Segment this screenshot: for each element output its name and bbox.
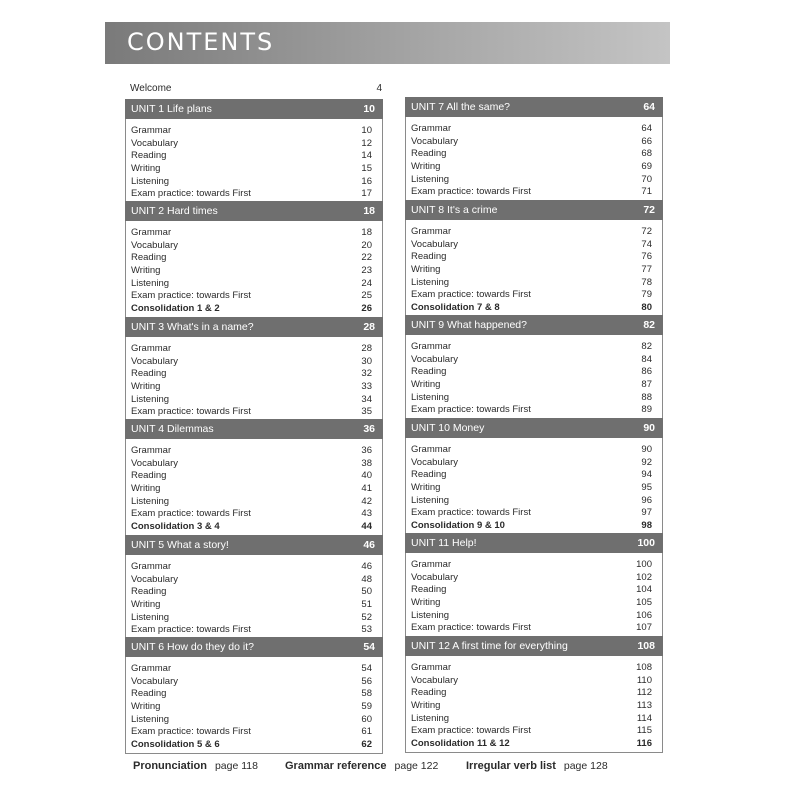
section-label: Reading <box>411 687 447 699</box>
unit-title: UNIT 11 Help! <box>411 537 477 549</box>
section-label: Grammar <box>411 123 452 134</box>
section-row[interactable] <box>411 597 652 610</box>
section-page: 107 <box>636 622 652 634</box>
unit-header[interactable] <box>405 97 663 117</box>
section-label: Reading <box>131 368 167 380</box>
section-page: 96 <box>641 494 652 506</box>
section-page: 78 <box>641 276 652 288</box>
section-page: 89 <box>641 404 652 416</box>
section-row[interactable] <box>131 663 372 676</box>
section-label: Listening <box>131 277 170 289</box>
section-row[interactable] <box>131 508 372 521</box>
section-label: Writing <box>131 265 161 277</box>
section-label: Vocabulary <box>131 573 179 585</box>
footer-label: Irregular verb list <box>466 760 556 772</box>
section-page: 17 <box>361 188 372 200</box>
unit-block <box>125 99 383 203</box>
section-page: 71 <box>641 186 652 198</box>
section-label: Writing <box>131 381 161 393</box>
section-page: 15 <box>361 163 372 175</box>
section-page: 14 <box>361 150 372 162</box>
section-row[interactable] <box>411 482 652 495</box>
section-page: 59 <box>361 701 372 713</box>
unit-title: UNIT 6 How do they do it? <box>131 641 254 653</box>
footer-page: page 128 <box>563 760 608 772</box>
section-label: Vocabulary <box>411 135 459 147</box>
section-label: Vocabulary <box>411 674 459 686</box>
section-label: Exam practice: towards First <box>131 508 251 520</box>
section-row[interactable] <box>411 136 652 149</box>
section-page: 24 <box>361 277 372 289</box>
section-label: Grammar <box>131 445 172 456</box>
section-label: Writing <box>411 379 441 391</box>
section-page: 112 <box>636 687 652 699</box>
reference-footer <box>133 760 653 776</box>
section-row[interactable] <box>411 264 652 277</box>
footer-page: page 118 <box>214 760 258 772</box>
unit-page: 90 <box>643 422 655 434</box>
unit-page: 82 <box>643 319 655 331</box>
section-label: Grammar <box>411 341 452 352</box>
section-label: Listening <box>131 495 170 507</box>
section-label: Listening <box>411 276 450 288</box>
section-page: 68 <box>641 148 652 160</box>
section-label: Vocabulary <box>131 239 179 251</box>
section-label: Grammar <box>131 125 172 136</box>
section-row[interactable] <box>131 624 372 637</box>
section-row[interactable] <box>131 394 372 407</box>
section-label: Reading <box>131 470 167 482</box>
unit-title: UNIT 9 What happened? <box>411 319 527 331</box>
section-page: 64 <box>641 123 652 134</box>
section-page: 60 <box>361 713 372 725</box>
section-page: 42 <box>361 495 372 507</box>
section-page: 114 <box>636 712 652 724</box>
section-label: Grammar <box>411 662 452 673</box>
section-label: Reading <box>411 469 447 481</box>
section-label: Exam practice: towards First <box>411 725 531 737</box>
section-row[interactable] <box>131 176 372 189</box>
unit-header[interactable] <box>125 99 383 119</box>
unit-page: 108 <box>637 640 655 652</box>
section-row[interactable] <box>411 366 652 379</box>
section-label: Exam practice: towards First <box>411 289 531 301</box>
section-label: Writing <box>411 264 441 276</box>
section-label: Reading <box>411 584 447 596</box>
unit-title: UNIT 7 All the same? <box>411 101 511 113</box>
section-label: Exam practice: towards First <box>131 290 251 302</box>
section-row[interactable] <box>411 469 652 482</box>
footer-label: Grammar reference <box>285 760 387 772</box>
section-row[interactable] <box>131 701 372 714</box>
section-row[interactable] <box>131 445 372 458</box>
section-page: 92 <box>641 456 652 468</box>
unit-header[interactable] <box>125 419 383 439</box>
title-banner <box>105 22 670 64</box>
section-row[interactable] <box>411 161 652 174</box>
unit-page: 46 <box>363 539 375 551</box>
section-row[interactable] <box>411 559 652 572</box>
section-page: 10 <box>361 125 372 136</box>
section-page: 88 <box>641 391 652 403</box>
section-page: 50 <box>361 586 372 598</box>
section-page: 25 <box>361 290 372 302</box>
section-row[interactable] <box>411 354 652 367</box>
section-label: Reading <box>411 251 447 263</box>
section-row[interactable] <box>411 584 652 597</box>
section-row[interactable] <box>411 700 652 713</box>
unit-title: UNIT 10 Money <box>411 422 485 434</box>
section-page: 97 <box>641 507 652 519</box>
unit-header[interactable] <box>125 201 383 221</box>
consolidation-row[interactable] <box>131 739 372 752</box>
section-label: Listening <box>411 494 450 506</box>
section-row[interactable] <box>411 404 652 417</box>
section-row[interactable] <box>411 123 652 136</box>
section-page: 53 <box>361 624 372 636</box>
consolidation-row[interactable] <box>411 302 652 315</box>
section-row[interactable] <box>411 277 652 290</box>
section-page: 18 <box>361 227 372 238</box>
section-page: 116 <box>636 738 652 750</box>
section-page: 36 <box>361 445 372 456</box>
section-row[interactable] <box>131 406 372 419</box>
section-label: Reading <box>131 150 167 162</box>
unit-header[interactable] <box>125 535 383 555</box>
section-row[interactable] <box>131 188 372 201</box>
unit-page: 36 <box>363 423 375 435</box>
section-label: Reading <box>131 252 167 264</box>
section-page: 105 <box>636 597 652 609</box>
section-page: 76 <box>641 251 652 263</box>
unit-header[interactable] <box>125 317 383 337</box>
section-label: Consolidation 7 & 8 <box>411 302 500 314</box>
section-page: 12 <box>361 137 372 149</box>
section-label: Grammar <box>131 343 172 354</box>
welcome-page: 4 <box>376 83 382 94</box>
unit-block <box>405 533 663 637</box>
section-row[interactable] <box>131 483 372 496</box>
section-row[interactable] <box>411 622 652 635</box>
section-row[interactable] <box>131 150 372 163</box>
section-label: Grammar <box>411 559 452 570</box>
section-page: 100 <box>636 559 652 570</box>
unit-title: UNIT 2 Hard times <box>131 205 218 217</box>
section-page: 16 <box>361 175 372 187</box>
section-label: Grammar <box>131 561 172 572</box>
section-label: Writing <box>131 599 161 611</box>
section-page: 102 <box>636 571 652 583</box>
footer-page: page 122 <box>394 760 439 772</box>
section-label: Listening <box>411 391 450 403</box>
section-row[interactable] <box>411 610 652 623</box>
section-row[interactable] <box>131 676 372 689</box>
section-page: 30 <box>361 355 372 367</box>
section-page: 84 <box>641 353 652 365</box>
section-label: Listening <box>411 609 450 621</box>
section-page: 43 <box>361 508 372 520</box>
section-page: 61 <box>361 726 372 738</box>
section-page: 23 <box>361 265 372 277</box>
section-row[interactable] <box>411 148 652 161</box>
section-page: 62 <box>361 739 372 751</box>
section-row[interactable] <box>131 612 372 625</box>
section-row[interactable] <box>131 163 372 176</box>
section-row[interactable] <box>411 444 652 457</box>
section-label: Consolidation 3 & 4 <box>131 521 220 533</box>
section-label: Vocabulary <box>131 457 179 469</box>
section-label: Listening <box>131 611 170 623</box>
section-label: Vocabulary <box>411 238 459 250</box>
section-label: Grammar <box>131 227 172 238</box>
section-row[interactable] <box>131 458 372 471</box>
section-page: 72 <box>641 226 652 237</box>
unit-block <box>125 419 383 536</box>
section-row[interactable] <box>131 381 372 394</box>
section-label: Exam practice: towards First <box>411 622 531 634</box>
section-page: 79 <box>641 289 652 301</box>
unit-block <box>125 201 383 318</box>
section-row[interactable] <box>411 186 652 199</box>
unit-title: UNIT 3 What's in a name? <box>131 321 254 333</box>
section-page: 44 <box>361 521 372 533</box>
section-page: 80 <box>641 302 652 314</box>
section-row[interactable] <box>131 496 372 509</box>
section-label: Reading <box>131 688 167 700</box>
section-label: Writing <box>131 483 161 495</box>
section-row[interactable] <box>131 265 372 278</box>
unit-title: UNIT 1 Life plans <box>131 103 212 115</box>
unit-block <box>405 315 663 419</box>
unit-header[interactable] <box>405 200 663 220</box>
consolidation-row[interactable] <box>131 303 372 316</box>
section-label: Consolidation 11 & 12 <box>411 738 510 750</box>
section-label: Listening <box>131 713 170 725</box>
section-page: 106 <box>636 609 652 621</box>
section-label: Vocabulary <box>131 355 179 367</box>
section-page: 98 <box>641 520 652 532</box>
consolidation-row[interactable] <box>131 521 372 534</box>
section-label: Reading <box>411 366 447 378</box>
page-title: CONTENTS <box>127 28 275 56</box>
section-label: Listening <box>131 175 170 187</box>
section-page: 94 <box>641 469 652 481</box>
section-label: Exam practice: towards First <box>131 726 251 738</box>
section-page: 113 <box>636 700 652 712</box>
section-label: Reading <box>411 148 447 160</box>
section-label: Exam practice: towards First <box>131 624 251 636</box>
section-page: 74 <box>641 238 652 250</box>
unit-page: 64 <box>643 101 655 113</box>
section-label: Exam practice: towards First <box>131 406 251 418</box>
section-page: 20 <box>361 239 372 251</box>
section-label: Exam practice: towards First <box>411 507 531 519</box>
section-label: Reading <box>131 586 167 598</box>
section-page: 22 <box>361 252 372 264</box>
section-page: 38 <box>361 457 372 469</box>
section-page: 82 <box>641 341 652 352</box>
unit-page: 10 <box>363 103 375 115</box>
section-label: Listening <box>411 173 450 185</box>
section-row[interactable] <box>131 125 372 138</box>
section-label: Grammar <box>411 444 452 455</box>
section-label: Writing <box>131 163 161 175</box>
section-page: 110 <box>636 674 652 686</box>
consolidation-row[interactable] <box>411 520 652 533</box>
section-page: 34 <box>361 393 372 405</box>
section-label: Vocabulary <box>411 456 459 468</box>
section-row[interactable] <box>411 457 652 470</box>
section-label: Exam practice: towards First <box>131 188 251 200</box>
section-row[interactable] <box>411 495 652 508</box>
section-row[interactable] <box>411 251 652 264</box>
unit-title: UNIT 12 A first time for everything <box>411 640 568 652</box>
section-row[interactable] <box>131 290 372 303</box>
section-page: 108 <box>636 662 652 673</box>
section-row[interactable] <box>131 343 372 356</box>
contents-page <box>105 22 670 782</box>
section-label: Vocabulary <box>411 353 459 365</box>
section-label: Consolidation 9 & 10 <box>411 520 505 532</box>
section-page: 58 <box>361 688 372 700</box>
section-page: 35 <box>361 406 372 418</box>
unit-title: UNIT 8 It's a crime <box>411 204 498 216</box>
section-page: 66 <box>641 135 652 147</box>
section-page: 104 <box>636 584 652 596</box>
section-row[interactable] <box>411 379 652 392</box>
unit-page: 72 <box>643 204 655 216</box>
section-label: Consolidation 5 & 6 <box>131 739 220 751</box>
section-page: 33 <box>361 381 372 393</box>
section-label: Writing <box>411 597 441 609</box>
unit-page: 28 <box>363 321 375 333</box>
welcome-entry[interactable] <box>130 83 382 97</box>
section-page: 70 <box>641 173 652 185</box>
section-page: 32 <box>361 368 372 380</box>
section-row[interactable] <box>131 278 372 291</box>
unit-block <box>405 97 663 201</box>
section-row[interactable] <box>131 368 372 381</box>
section-row[interactable] <box>411 341 652 354</box>
section-row[interactable] <box>411 662 652 675</box>
section-label: Vocabulary <box>131 137 179 149</box>
unit-block <box>125 637 383 754</box>
section-page: 48 <box>361 573 372 585</box>
section-label: Listening <box>131 393 170 405</box>
unit-block <box>125 535 383 639</box>
section-label: Listening <box>411 712 450 724</box>
section-page: 40 <box>361 470 372 482</box>
section-row[interactable] <box>411 713 652 726</box>
section-page: 26 <box>361 303 372 315</box>
section-row[interactable] <box>411 572 652 585</box>
section-row[interactable] <box>131 252 372 265</box>
section-row[interactable] <box>411 392 652 405</box>
section-row[interactable] <box>411 725 652 738</box>
section-row[interactable] <box>411 289 652 302</box>
section-label: Exam practice: towards First <box>411 404 531 416</box>
unit-page: 54 <box>363 641 375 653</box>
section-label: Writing <box>411 700 441 712</box>
unit-page: 18 <box>363 205 375 217</box>
section-row[interactable] <box>411 507 652 520</box>
section-page: 51 <box>361 599 372 611</box>
section-row[interactable] <box>411 226 652 239</box>
section-page: 28 <box>361 343 372 354</box>
section-row[interactable] <box>131 470 372 483</box>
unit-header[interactable] <box>125 637 383 657</box>
unit-header[interactable] <box>405 418 663 438</box>
section-page: 69 <box>641 161 652 173</box>
section-row[interactable] <box>131 138 372 151</box>
section-row[interactable] <box>131 574 372 587</box>
footer-label: Pronunciation <box>133 760 207 772</box>
section-page: 77 <box>641 264 652 276</box>
section-row[interactable] <box>411 687 652 700</box>
welcome-label: Welcome <box>130 83 172 94</box>
section-row[interactable] <box>131 240 372 253</box>
section-label: Grammar <box>131 663 172 674</box>
section-page: 52 <box>361 611 372 623</box>
unit-block <box>125 317 383 421</box>
section-label: Grammar <box>411 226 452 237</box>
section-row[interactable] <box>411 675 652 688</box>
unit-title: UNIT 5 What a story! <box>131 539 229 551</box>
section-row[interactable] <box>131 356 372 369</box>
section-row[interactable] <box>411 174 652 187</box>
section-row[interactable] <box>131 726 372 739</box>
footer-item-irregular-verb-list[interactable] <box>466 760 608 772</box>
section-row[interactable] <box>131 688 372 701</box>
section-row[interactable] <box>131 599 372 612</box>
section-page: 86 <box>641 366 652 378</box>
section-page: 41 <box>361 483 372 495</box>
section-label: Writing <box>411 482 441 494</box>
section-page: 87 <box>641 379 652 391</box>
section-row[interactable] <box>131 561 372 574</box>
unit-header[interactable] <box>405 315 663 335</box>
consolidation-row[interactable] <box>411 738 652 751</box>
section-page: 56 <box>361 675 372 687</box>
footer-item-pronunciation[interactable] <box>133 760 258 772</box>
unit-block <box>405 418 663 535</box>
section-row[interactable] <box>131 714 372 727</box>
unit-block <box>405 636 663 753</box>
unit-block <box>405 200 663 317</box>
section-page: 54 <box>361 663 372 674</box>
section-page: 46 <box>361 561 372 572</box>
section-label: Writing <box>411 161 441 173</box>
unit-header[interactable] <box>405 636 663 656</box>
section-label: Vocabulary <box>411 571 459 583</box>
section-page: 90 <box>641 444 652 455</box>
section-label: Writing <box>131 701 161 713</box>
section-row[interactable] <box>411 239 652 252</box>
section-label: Exam practice: towards First <box>411 186 531 198</box>
unit-header[interactable] <box>405 533 663 553</box>
section-row[interactable] <box>131 227 372 240</box>
unit-title: UNIT 4 Dilemmas <box>131 423 214 435</box>
section-page: 115 <box>636 725 652 737</box>
section-label: Consolidation 1 & 2 <box>131 303 220 315</box>
section-page: 95 <box>641 482 652 494</box>
section-row[interactable] <box>131 586 372 599</box>
unit-page: 100 <box>637 537 655 549</box>
section-label: Vocabulary <box>131 675 179 687</box>
footer-item-grammar-reference[interactable] <box>285 760 438 772</box>
